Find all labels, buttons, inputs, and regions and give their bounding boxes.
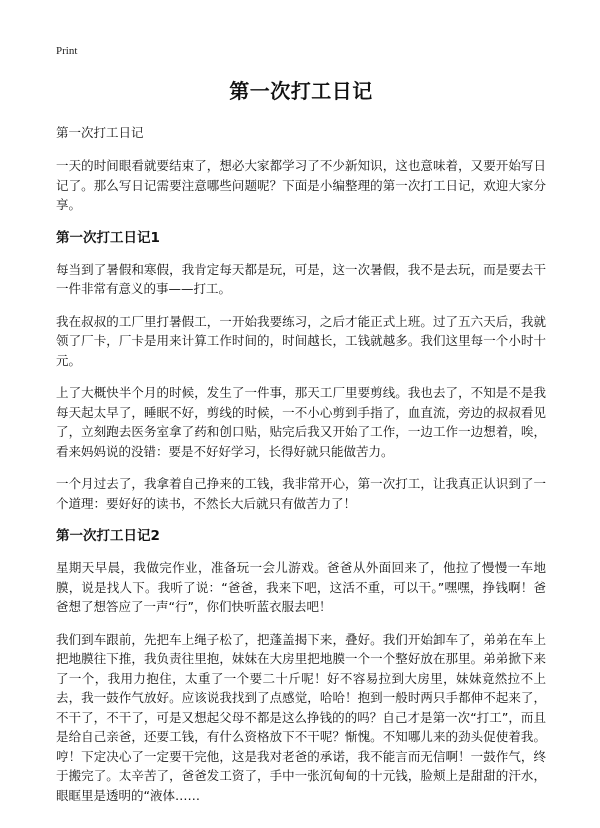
page-subtitle: 第一次打工日记 <box>56 125 144 140</box>
paragraph: 每当到了暑假和寒假，我肯定每天都是玩，可是，这一次暑假，我不是去玩，而是要去干一件非常有意义的事——打工。 <box>56 261 546 296</box>
intro-paragraph: 一天的时间眼看就要结束了，想必大家都学习了不少新知识，这也意味着，又要开始写日记了。那么写日记需要注意哪些问题呢？下面是小编整理的第一次打工日记，欢迎大家分享。 <box>56 158 546 212</box>
paragraph: 星期天早晨，我做完作业，准备玩一会儿游戏。爸爸从外面回来了，他拉了慢慢一车地膜，说是找人下。我听了说：“爸爸，我来下吧，这活不重，可以干。”嘿嘿，挣钱啊！爸爸想了想答应了一声“行”，你们快听蓝衣服去吧！ <box>56 560 546 614</box>
section-heading: 第一次打工日记2 <box>56 528 160 544</box>
document-body <box>56 78 546 818</box>
paragraph: 我们到车跟前，先把车上绳子松了，把蓬盖揭下来，叠好。我们开始卸车了，弟弟在车上把地膜往下推，我负责往里抱，妹妹在大房里把地膜一个一个整好放在那里。弟弟掀下来了一个，我用力抱住，太重了一个要二十斤呢！好不容易拉到大房里，妹妹竟然拉不上去，我一鼓作气放好。应该说我找到了点感觉，哈哈！抱到一般时两只手都伸不起来了，不干了，不干了，可是又想起父母不都是这么挣钱的的吗？自己才是第一次“打工”，而且是给自己亲爸，还要工钱，有什么资格放下不干呢？惭愧。不知哪儿来的劲头促使着我。哼！下定决心了一定要干完他，这是我对老爸的承诺，我不能言而无信啊！一鼓作气，终于搬完了。太辛苦了，爸爸发工资了，手中一张沉甸甸的十元钱，脸颊上是甜甜的汗水，眼眶里是透明的“液体…… <box>56 631 546 803</box>
print-label: Print <box>56 45 78 57</box>
section-heading: 第一次打工日记1 <box>56 229 160 246</box>
paragraph: 一个月过去了，我拿着自己挣来的工钱，我非常开心，第一次打工，让我真正认识到了一个道理：要好好的读书，不然长大后就只有做苦力了！ <box>56 476 546 511</box>
paragraph: 我在叔叔的工厂里打暑假工，一开始我要练习，之后才能正式上班。过了五六天后，我就领了厂卡，厂卡是用来计算工作时间的，时间越长，工钱就越多。我们这里每一个小时十元。 <box>56 313 546 368</box>
page-title: 第一次打工日记 <box>229 79 373 103</box>
paragraph: 上了大概快半个月的时候，发生了一件事，那天工厂里要剪线。我也去了，不知是不是我每天起太早了，睡眠不好，剪线的时候，一不小心剪到手指了，血直流，旁边的叔叔看见了，立刻跑去医务室拿了药和创口贴，贴完后我又开始了工作，一边工作一边想着，唉，看来妈妈说的没错：要是不好好学习，长得好就只能做苦力。 <box>56 385 546 459</box>
